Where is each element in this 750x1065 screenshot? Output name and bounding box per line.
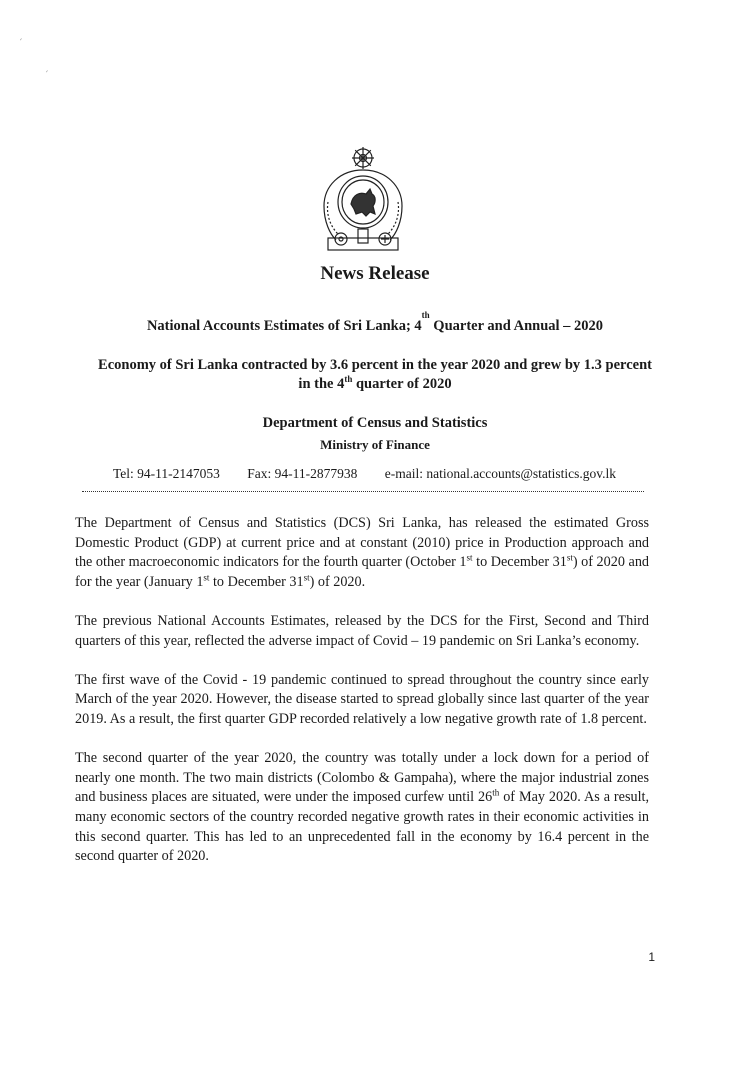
- page-number: 1: [648, 950, 655, 964]
- release-headline: [70, 356, 680, 394]
- scan-speck: ׳: [20, 36, 22, 45]
- superscript: th: [492, 787, 500, 798]
- dotted-divider: [82, 491, 644, 492]
- subtitle-superscript: th: [421, 310, 430, 320]
- contact-line: [113, 466, 640, 482]
- paragraph-1-text: ) of 2020 and for the year (January 1: [75, 554, 650, 590]
- contact-email: e-mail: national.accounts@statistics.gov.lk: [384, 466, 617, 481]
- page-title: News Release: [320, 263, 430, 284]
- superscript: st: [303, 572, 310, 583]
- sri-lanka-emblem-icon: [318, 142, 408, 254]
- department-name: Department of Census and Statistics: [262, 415, 488, 431]
- subtitle-text: National Accounts Estimates of Sri Lanka; 4: [146, 318, 422, 334]
- superscript: st: [566, 552, 573, 563]
- ministry-name: Ministry of Finance: [320, 437, 430, 452]
- superscript: st: [466, 552, 473, 563]
- paragraph-1: [75, 514, 649, 592]
- release-body: [75, 514, 649, 886]
- paragraph-1-text: to December 31: [472, 554, 567, 571]
- headline-line-1: Economy of Sri Lanka contracted by 3.6 percent in the year 2020 and grew by 1.3 percent: [98, 357, 652, 373]
- headline-superscript: th: [344, 374, 353, 385]
- paragraph-1-text: The Department of Census and Statistics (DCS) Sri Lanka, has released the estimated Gross Domestic Product (GDP) at current price and at constant (2010) price in Production approach and the other macroeconomic indicators for the fourth quarter (October 1: [75, 515, 649, 571]
- scan-speck: ׳: [46, 68, 48, 77]
- superscript: st: [203, 572, 210, 583]
- release-subtitle: [0, 310, 750, 335]
- headline-text-end: quarter of 2020: [352, 376, 452, 392]
- contact-fax: Fax: 94-11-2877938: [247, 466, 358, 481]
- subtitle-text-end: Quarter and Annual – 2020: [429, 318, 604, 334]
- headline-text: in the 4: [298, 376, 345, 392]
- paragraph-4: [75, 749, 649, 867]
- paragraph-2: The previous National Accounts Estimates, released by the DCS for the First, Second and Third quarters of this year, reflected the adverse impact of Covid – 19 pandemic on Sri Lanka’s economy.: [75, 612, 649, 649]
- paragraph-1-text: ) of 2020.: [309, 573, 366, 590]
- headline-line-2: [70, 375, 680, 394]
- paragraph-1-text: to December 31: [209, 573, 304, 590]
- paragraph-4-text: The second quarter of the year 2020, the country was totally under a lock down for a period of nearly one month. The two main districts (Colombo & Gampaha), where the major industrial zones and business places are situated, were under the imposed curfew until 26: [75, 750, 649, 806]
- paragraph-4-text: of May 2020. As a result, many economic sectors of the country recorded negative growth rates in their economic activities in this second quarter. This has led to an unprecedented fall in the economy by 16.4 percent in the second quarter of 2020.: [75, 789, 649, 865]
- contact-tel: Tel: 94-11-2147053: [113, 466, 220, 481]
- paragraph-3: The first wave of the Covid - 19 pandemic continued to spread throughout the country since early March of the year 2020. However, the disease started to spread globally since last quarter of the year 2019. As a result, the first quarter GDP recorded relatively a low negative growth rate of 1.8 percent.: [75, 671, 649, 727]
